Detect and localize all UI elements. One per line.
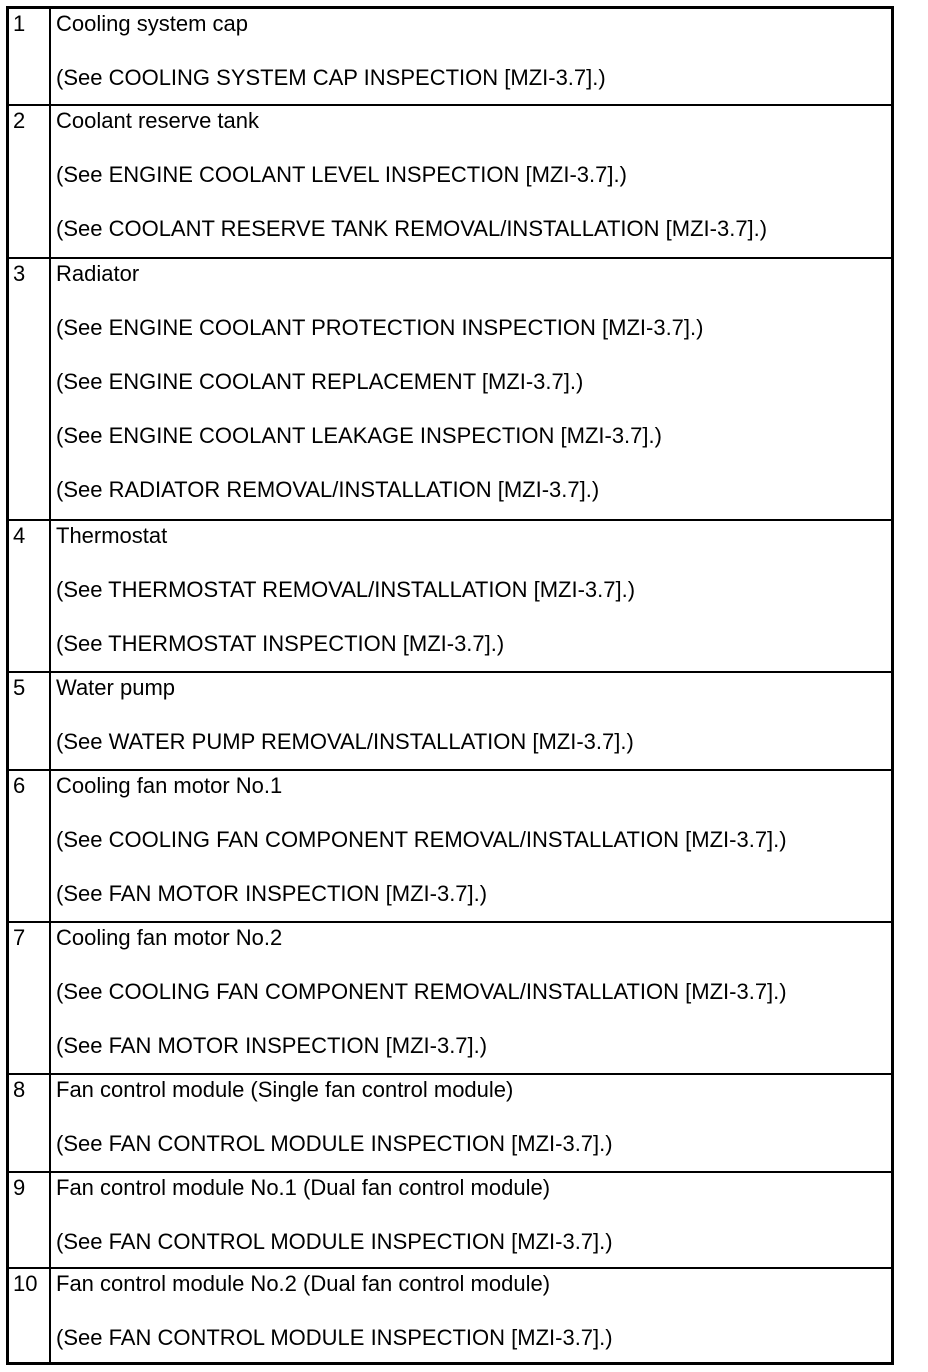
table-row xyxy=(8,1268,893,1364)
row-number: 3 xyxy=(13,260,26,286)
row-number-cell xyxy=(8,105,51,258)
row-number: 7 xyxy=(13,924,26,950)
reference-link[interactable]: (See ENGINE COOLANT LEAKAGE INSPECTION [MZI-3.7].) xyxy=(56,422,662,448)
table-row xyxy=(8,1074,893,1172)
reference-link[interactable]: (See ENGINE COOLANT LEVEL INSPECTION [MZI-3.7].) xyxy=(56,161,627,187)
component-name: Fan control module No.1 (Dual fan control module) xyxy=(56,1174,551,1200)
component-name: Thermostat xyxy=(56,522,168,548)
row-number-cell xyxy=(8,672,51,770)
component-name: Cooling fan motor No.2 xyxy=(56,924,283,950)
component-name: Fan control module (Single fan control module) xyxy=(56,1076,514,1102)
table-row xyxy=(8,105,893,258)
reference-link[interactable]: (See COOLING FAN COMPONENT REMOVAL/INSTALLATION [MZI-3.7].) xyxy=(56,978,787,1004)
table-row xyxy=(8,258,893,520)
reference-link[interactable]: (See FAN MOTOR INSPECTION [MZI-3.7].) xyxy=(56,1032,488,1058)
table-row xyxy=(8,520,893,672)
row-number-cell xyxy=(8,1172,51,1268)
row-number-cell xyxy=(8,8,51,105)
reference-link[interactable]: (See THERMOSTAT REMOVAL/INSTALLATION [MZI-3.7].) xyxy=(56,576,636,602)
component-name: Cooling system cap xyxy=(56,11,248,36)
reference-link[interactable]: (See COOLING FAN COMPONENT REMOVAL/INSTALLATION [MZI-3.7].) xyxy=(56,826,787,852)
row-description-cell xyxy=(50,922,893,1074)
row-description-cell xyxy=(50,1172,893,1268)
row-number: 1 xyxy=(13,11,26,36)
row-number: 9 xyxy=(13,1174,26,1200)
row-number-cell xyxy=(8,770,51,922)
reference-link[interactable]: (See COOLING SYSTEM CAP INSPECTION [MZI-3.7].) xyxy=(56,65,606,90)
row-description-cell xyxy=(50,105,893,258)
row-number: 2 xyxy=(13,107,26,133)
component-name: Water pump xyxy=(56,674,176,700)
reference-link[interactable]: (See THERMOSTAT INSPECTION [MZI-3.7].) xyxy=(56,630,505,656)
row-description-cell xyxy=(50,1268,893,1364)
component-name: Cooling fan motor No.1 xyxy=(56,772,283,798)
table-row xyxy=(8,922,893,1074)
row-number: 5 xyxy=(13,674,26,700)
row-description-cell xyxy=(50,770,893,922)
table-row xyxy=(8,1172,893,1268)
table-row xyxy=(8,672,893,770)
reference-link[interactable]: (See FAN CONTROL MODULE INSPECTION [MZI-3.7].) xyxy=(56,1324,613,1350)
component-name: Coolant reserve tank xyxy=(56,107,259,133)
row-number-cell xyxy=(8,922,51,1074)
component-name: Fan control module No.2 (Dual fan control module) xyxy=(56,1270,551,1296)
row-description-cell xyxy=(50,672,893,770)
reference-link[interactable]: (See RADIATOR REMOVAL/INSTALLATION [MZI-3.7].) xyxy=(56,476,600,502)
row-number: 10 xyxy=(13,1270,38,1296)
row-description-cell xyxy=(50,520,893,672)
component-reference-table xyxy=(6,6,894,1365)
table-row xyxy=(8,8,893,105)
reference-link[interactable]: (See COOLANT RESERVE TANK REMOVAL/INSTALLATION [MZI-3.7].) xyxy=(56,215,768,241)
row-number-cell xyxy=(8,258,51,520)
reference-link[interactable]: (See ENGINE COOLANT PROTECTION INSPECTION [MZI-3.7].) xyxy=(56,314,704,340)
reference-link[interactable]: (See FAN MOTOR INSPECTION [MZI-3.7].) xyxy=(56,880,488,906)
reference-link[interactable]: (See FAN CONTROL MODULE INSPECTION [MZI-3.7].) xyxy=(56,1228,613,1254)
reference-link[interactable]: (See ENGINE COOLANT REPLACEMENT [MZI-3.7].) xyxy=(56,368,584,394)
table-row xyxy=(8,770,893,922)
reference-link[interactable]: (See FAN CONTROL MODULE INSPECTION [MZI-3.7].) xyxy=(56,1130,613,1156)
row-description-cell xyxy=(50,1074,893,1172)
reference-link[interactable]: (See WATER PUMP REMOVAL/INSTALLATION [MZI-3.7].) xyxy=(56,728,634,754)
row-number-cell xyxy=(8,1268,51,1364)
row-number: 6 xyxy=(13,772,26,798)
row-number: 8 xyxy=(13,1076,26,1102)
component-name: Radiator xyxy=(56,260,140,286)
row-description-cell xyxy=(50,8,893,105)
table-body xyxy=(8,8,893,1364)
row-number-cell xyxy=(8,1074,51,1172)
row-number-cell xyxy=(8,520,51,672)
row-description-cell xyxy=(50,258,893,520)
row-number: 4 xyxy=(13,522,26,548)
